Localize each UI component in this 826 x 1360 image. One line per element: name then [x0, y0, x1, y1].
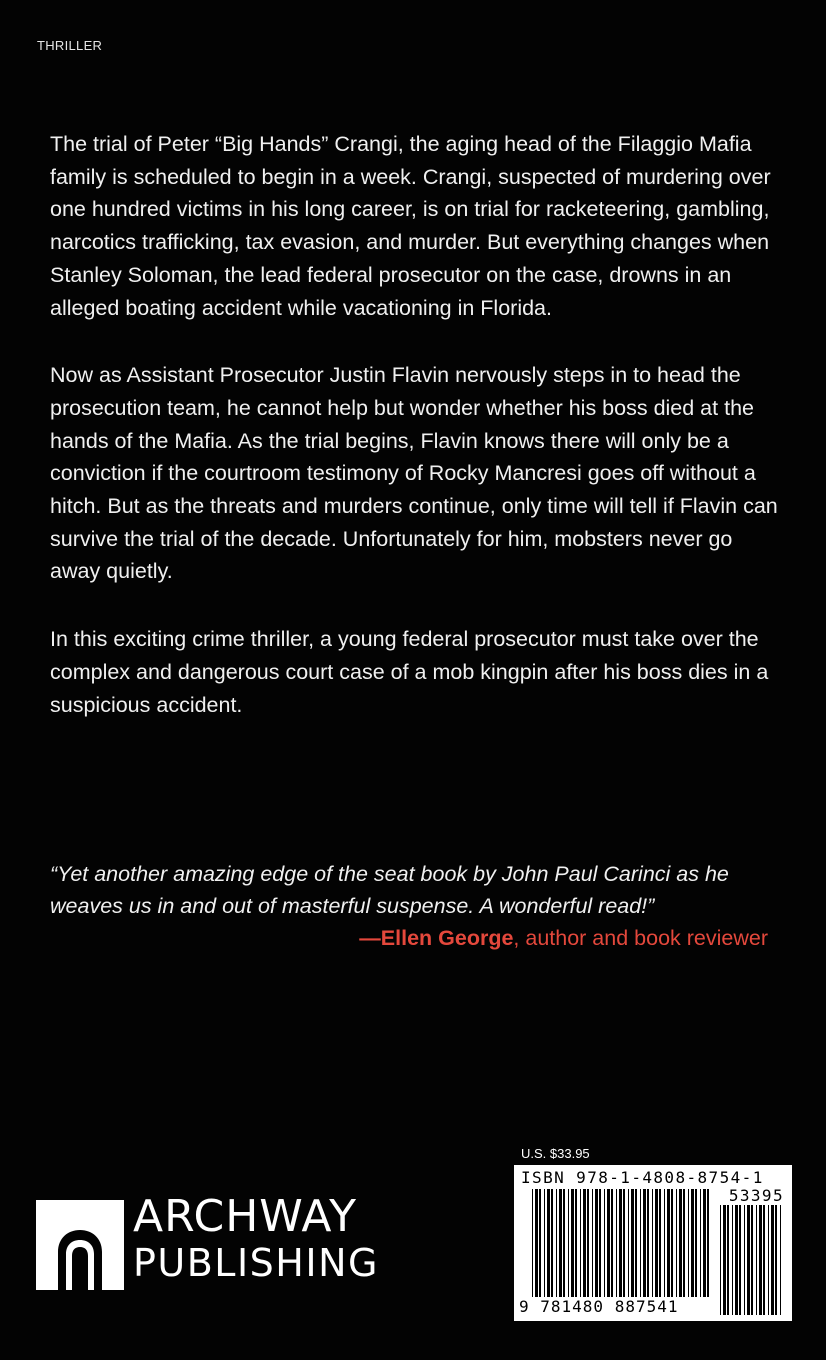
barcode-bar: [635, 1189, 637, 1297]
barcode-bar: [771, 1205, 774, 1315]
barcode-bar: [640, 1189, 641, 1297]
barcode-bar: [744, 1205, 745, 1315]
barcode-bar: [759, 1205, 762, 1315]
barcode-bar: [691, 1189, 694, 1297]
barcode-bar: [735, 1205, 738, 1315]
barcode-bar: [563, 1189, 565, 1297]
barcode-bar: [547, 1189, 550, 1297]
barcode-bar: [775, 1205, 777, 1315]
barcode-bar: [532, 1189, 533, 1297]
barcode-bar: [571, 1189, 574, 1297]
price-code-text: 53395: [728, 1186, 784, 1205]
genre-label: THRILLER: [37, 38, 103, 53]
barcode-bar: [703, 1189, 706, 1297]
barcode-bar: [616, 1189, 617, 1297]
barcode-bar: [575, 1189, 577, 1297]
barcode-bar: [676, 1189, 677, 1297]
barcode-bar: [595, 1189, 598, 1297]
barcode-bar: [723, 1205, 726, 1315]
barcode-bar: [671, 1189, 673, 1297]
barcode-bar: [739, 1205, 741, 1315]
barcode-bar: [619, 1189, 622, 1297]
review-quote: “Yet another amazing edge of the seat book by John Paul Carinci as he weaves us in and out of masterful suspense. A wonderful read!”: [50, 862, 729, 918]
isbn-barcode: [514, 1165, 792, 1321]
blurb: [50, 128, 780, 756]
barcode-bar: [707, 1189, 709, 1297]
reviewer-name: —Ellen George: [359, 926, 514, 950]
barcode-bar: [756, 1205, 757, 1315]
price-label: U.S. $33.95: [521, 1146, 590, 1161]
review: [50, 858, 780, 954]
barcode-bar: [688, 1189, 689, 1297]
barcode-bar: [631, 1189, 634, 1297]
barcode-bar: [539, 1189, 541, 1297]
barcode-bar: [599, 1189, 601, 1297]
barcode-bar: [559, 1189, 562, 1297]
barcode-bar: [607, 1189, 610, 1297]
barcode-bar: [763, 1205, 765, 1315]
ean-digits: 9 781480 887541: [519, 1297, 679, 1316]
reviewer-role: , author and book reviewer: [513, 926, 768, 950]
barcode-bar: [664, 1189, 665, 1297]
barcode-bar: [623, 1189, 625, 1297]
barcode-bar: [659, 1189, 661, 1297]
barcode-bar: [747, 1205, 750, 1315]
barcode-bar: [683, 1189, 685, 1297]
blurb-paragraph-1: The trial of Peter “Big Hands” Crangi, the aging head of the Filaggio Mafia family is scheduled to begin in a week. Crangi, suspected of murdering over one hundred victims in his long career, is on trial for racketeering, gambling, narcotics trafficking, tax evasion, and murder. But everything changes when Stanley Soloman, the lead federal prosecutor on the case, drowns in an alleged boating accident while vacationing in Florida.: [50, 132, 771, 320]
publisher-name-line2: PUBLISHING: [133, 1241, 379, 1285]
barcode-bar: [643, 1189, 646, 1297]
barcode-bar: [604, 1189, 605, 1297]
barcode-bar: [628, 1189, 629, 1297]
barcode-bar: [647, 1189, 649, 1297]
barcode-bar: [556, 1189, 557, 1297]
barcode-bar: [695, 1189, 697, 1297]
review-attribution: [50, 922, 780, 954]
barcode-bar: [568, 1189, 569, 1297]
barcode-bar: [580, 1189, 581, 1297]
barcode-bar: [727, 1205, 729, 1315]
blurb-paragraph-2: Now as Assistant Prosecutor Justin Flavin nervously steps in to head the prosecution team, he cannot help but wonder whether his boss died at the hands of the Mafia. As the trial begins, Flavin knows there will only be a conviction if the courtroom testimony of Rocky Mancresi goes off without a hitch. But as the threats and murders continue, only time will tell if Flavin can survive the trial of the decade. Unfortunately for him, mobsters never go away quietly.: [50, 363, 778, 584]
barcode-bar: [751, 1205, 753, 1315]
barcode-bar: [551, 1189, 553, 1297]
barcode-bar: [655, 1189, 658, 1297]
barcode-bar: [587, 1189, 589, 1297]
isbn-text: ISBN 978-1-4808-8754-1: [521, 1168, 764, 1187]
barcode-bar: [583, 1189, 586, 1297]
barcode-bar: [732, 1205, 733, 1315]
barcode-bar: [652, 1189, 653, 1297]
barcode-bar: [768, 1205, 769, 1315]
barcode-bar: [544, 1189, 545, 1297]
barcode-bar: [667, 1189, 670, 1297]
publisher-name: [133, 1191, 379, 1286]
barcode-bar: [720, 1205, 721, 1315]
blurb-paragraph-3: In this exciting crime thriller, a young federal prosecutor must take over the complex and dangerous court case of a mob kingpin after his boss dies in a suspicious accident.: [50, 627, 769, 717]
publisher-name-line1: ARCHWAY: [133, 1191, 357, 1242]
barcode-bar: [592, 1189, 593, 1297]
barcode-bar: [780, 1205, 781, 1315]
barcode-bar: [535, 1189, 538, 1297]
barcode-bar: [700, 1189, 701, 1297]
barcode-bar: [679, 1189, 682, 1297]
publisher-logo: [36, 1191, 436, 1290]
barcode-bar: [611, 1189, 613, 1297]
archway-door-icon: [36, 1200, 124, 1290]
